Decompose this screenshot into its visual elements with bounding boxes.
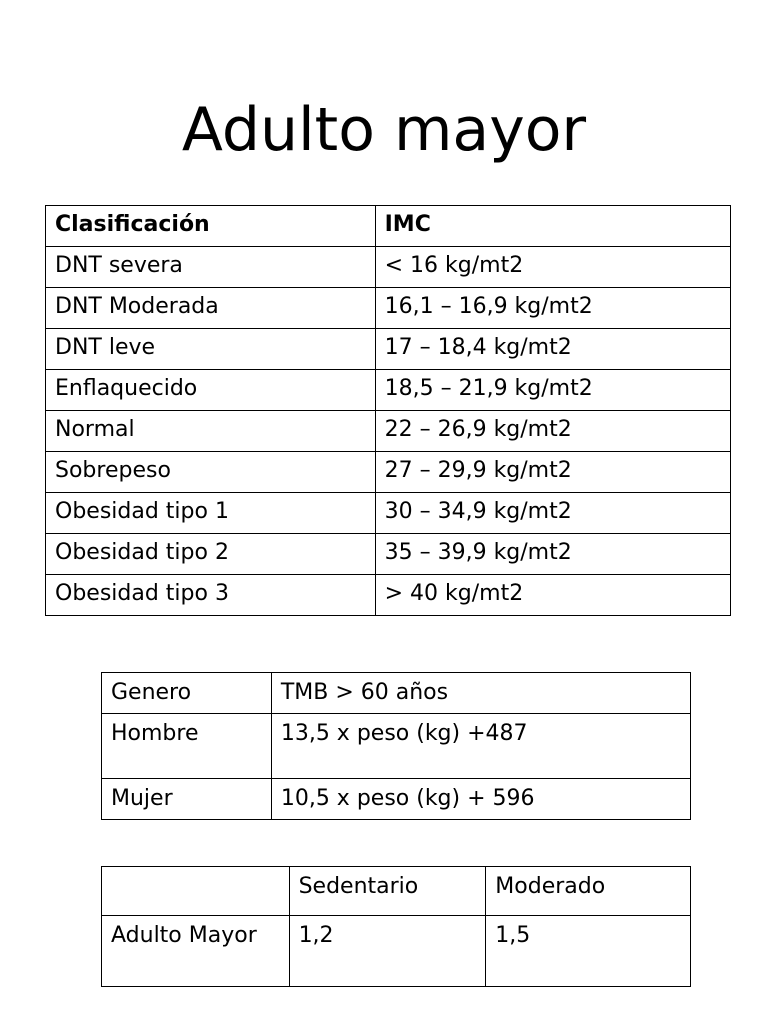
imc-cell: 27 – 29,9 kg/mt2 [375, 452, 730, 493]
imc-cell: 22 – 26,9 kg/mt2 [375, 411, 730, 452]
header-empty [102, 867, 290, 916]
header-tmb: TMB > 60 años [271, 673, 690, 714]
imc-cell: 30 – 34,9 kg/mt2 [375, 493, 730, 534]
tmb-formula-table [101, 672, 691, 820]
sedentario-value: 1,2 [289, 916, 486, 987]
imc-cell: 18,5 – 21,9 kg/mt2 [375, 370, 730, 411]
header-imc: IMC [375, 206, 730, 247]
table-row [46, 493, 731, 534]
page-title: Adulto mayor [181, 95, 587, 165]
table-row [102, 714, 691, 779]
gender-cell: Mujer [102, 779, 272, 820]
imc-classification-table [45, 205, 731, 616]
header-genero: Genero [102, 673, 272, 714]
table-row [46, 534, 731, 575]
classification-cell: Sobrepeso [46, 452, 376, 493]
header-moderado: Moderado [486, 867, 691, 916]
table-header-row [102, 673, 691, 714]
table-row [46, 329, 731, 370]
table-row [46, 411, 731, 452]
classification-cell: Obesidad tipo 2 [46, 534, 376, 575]
table-row [46, 575, 731, 616]
gender-cell: Hombre [102, 714, 272, 779]
imc-cell: 16,1 – 16,9 kg/mt2 [375, 288, 730, 329]
classification-cell: DNT severa [46, 247, 376, 288]
moderado-value: 1,5 [486, 916, 691, 987]
imc-cell: 17 – 18,4 kg/mt2 [375, 329, 730, 370]
activity-factor-table [101, 866, 691, 987]
group-cell: Adulto Mayor [102, 916, 290, 987]
imc-cell: 35 – 39,9 kg/mt2 [375, 534, 730, 575]
classification-cell: Enflaquecido [46, 370, 376, 411]
formula-cell: 10,5 x peso (kg) + 596 [271, 779, 690, 820]
table-row [46, 370, 731, 411]
classification-cell: Obesidad tipo 1 [46, 493, 376, 534]
header-clasificacion: Clasificación [46, 206, 376, 247]
classification-cell: DNT Moderada [46, 288, 376, 329]
classification-cell: DNT leve [46, 329, 376, 370]
header-sedentario: Sedentario [289, 867, 486, 916]
classification-cell: Obesidad tipo 3 [46, 575, 376, 616]
table-header-row [102, 867, 691, 916]
classification-cell: Normal [46, 411, 376, 452]
table-header-row [46, 206, 731, 247]
table-row [46, 247, 731, 288]
table-row [46, 288, 731, 329]
imc-cell: > 40 kg/mt2 [375, 575, 730, 616]
table-row [102, 779, 691, 820]
formula-cell: 13,5 x peso (kg) +487 [271, 714, 690, 779]
table-row [46, 452, 731, 493]
table-row [102, 916, 691, 987]
imc-cell: < 16 kg/mt2 [375, 247, 730, 288]
